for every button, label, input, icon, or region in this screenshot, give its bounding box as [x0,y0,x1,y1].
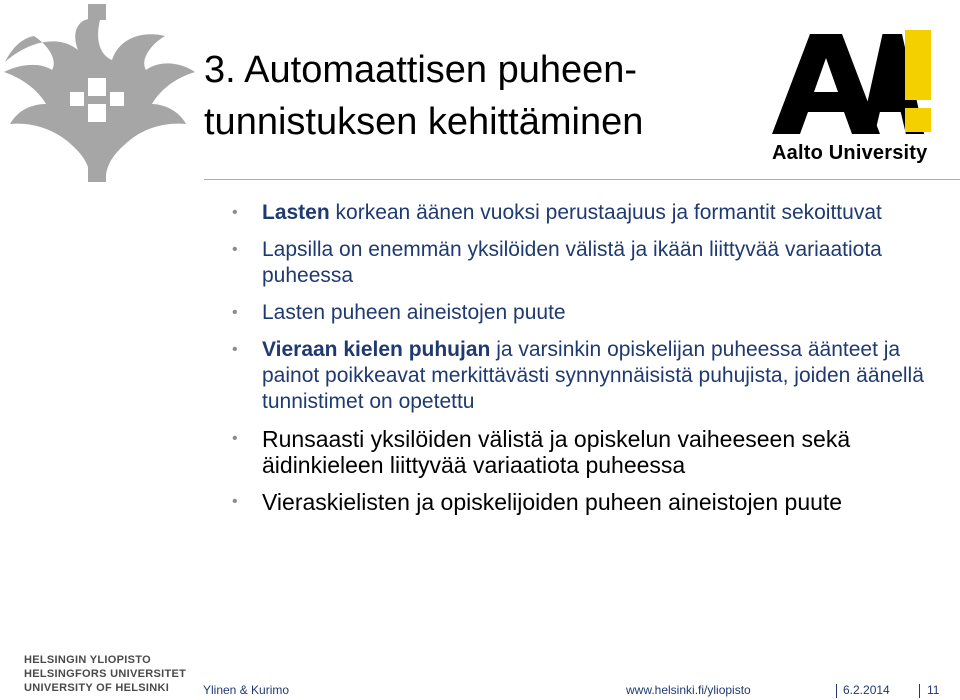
uh-line-finnish: HELSINGIN YLIOPISTO [24,654,151,666]
bullet-text: ja varsinkin opiskelijan puheessa äänteet ja painot poikkeavat merkittävästi synnynnäisistä puhujista, joiden äänellä tunnistimet on opetettu [262,338,924,413]
title-divider [204,179,960,180]
footer-url: www.helsinki.fi/yliopisto [626,683,751,697]
university-of-helsinki-flame-icon [0,0,200,185]
bullet-bold: Lasten [262,201,330,224]
aalto-university-name: Aalto University [772,142,928,164]
footer-authors: Ylinen & Kurimo [203,683,290,697]
bullet-item-1 [232,200,932,226]
bullet-item-2 [232,237,932,289]
footer-separator [919,684,920,698]
bullet-text: Runsaasti yksilöiden välistä ja opiskelun vaiheeseen sekä äidinkieleen liittyvää variaatiota puheessa [262,426,851,478]
bullet-marker-icon: • [232,304,238,321]
bullet-marker-icon: • [232,430,238,447]
slide-title [204,44,764,148]
page-number: 11 [927,683,940,697]
footer-separator [836,684,837,698]
bullet-item-3 [232,300,932,326]
footer-date: 6.2.2014 [843,683,890,697]
bullet-item-5 [232,426,932,478]
bullet-text: Lasten puheen aineistojen puute [262,301,566,324]
bullet-bold: Vieraan kielen puhujan [262,338,491,361]
title-line-1: 3. Automaattisen puheen- [204,49,638,91]
bullet-list [232,200,932,526]
bullet-item-4 [232,337,932,415]
uh-line-english: UNIVERSITY OF HELSINKI [24,682,170,694]
bullet-text: Vieraskielisten ja opiskelijoiden puheen aineistojen puute [262,489,843,515]
university-of-helsinki-wordmark [24,653,186,695]
uh-line-swedish: HELSINGFORS UNIVERSITET [24,668,187,680]
bullet-text: Lapsilla on enemmän yksilöiden välistä ja ikään liittyvää variaatiota puheessa [262,238,882,287]
title-line-2: tunnistuksen kehittäminen [204,101,644,143]
bullet-marker-icon: • [232,204,238,221]
bullet-marker-icon: • [232,341,238,358]
bullet-marker-icon: • [232,241,238,258]
bullet-text: korkean äänen vuoksi perustaajuus ja formantit sekoittuvat [329,201,882,224]
bullet-marker-icon: • [232,493,238,510]
bullet-item-6 [232,489,932,515]
